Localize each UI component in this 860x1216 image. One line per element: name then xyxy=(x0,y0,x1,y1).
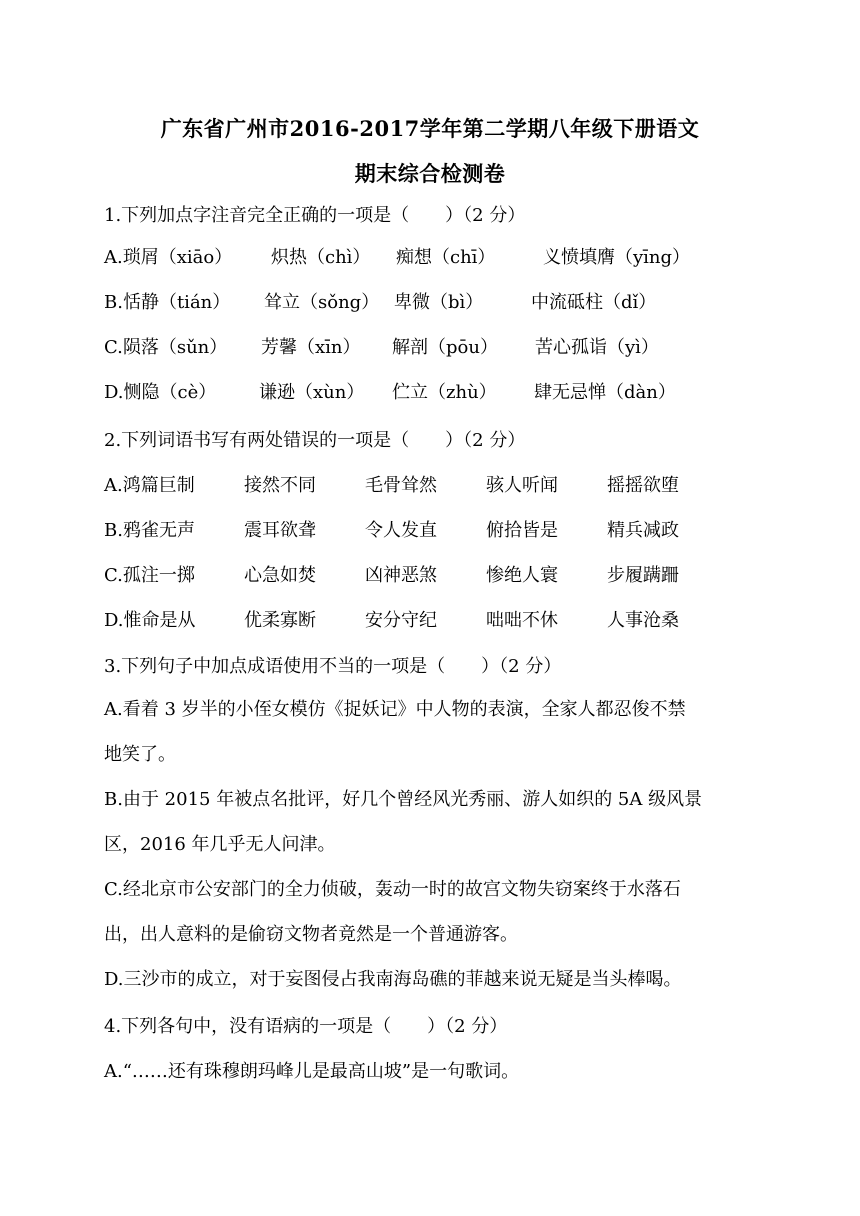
q2-b-2: 震耳欲聋 xyxy=(244,520,316,541)
q1-d-1: D.恻隐（cè） xyxy=(104,382,217,403)
q2-b-5: 精兵减政 xyxy=(607,520,679,541)
q2-c-1: C.孤注一掷 xyxy=(104,565,195,586)
q1-d-2: 谦逊（xùn） xyxy=(259,382,365,403)
q2-a-3: 毛骨耸然 xyxy=(365,475,437,496)
q2-a-2: 接然不同 xyxy=(244,475,316,496)
q2-d-4: 咄咄不休 xyxy=(486,610,558,631)
q1-a-4: 义愤填膺（yīng） xyxy=(543,247,691,268)
q2-b-3: 令人发直 xyxy=(365,520,437,541)
q1-option-c xyxy=(104,336,659,360)
q2-a-1: A.鸿篇巨制 xyxy=(104,475,195,496)
q1-option-a xyxy=(104,246,690,270)
q2-b-4: 俯拾皆是 xyxy=(486,520,558,541)
q3-a-line2: 地笑了。 xyxy=(104,744,176,765)
q1-d-4: 肆无忌惮（dàn） xyxy=(534,382,676,403)
q1-c-3: 解剖（pōu） xyxy=(392,337,498,358)
q3-c-line2: 出，出人意料的是偷窃文物者竟然是一个普通游客。 xyxy=(104,924,518,945)
q3-a-line1: A.看着 3 岁半的小侄女模仿《捉妖记》中人物的表演，全家人都忍俊不禁 xyxy=(104,699,686,720)
q2-stem: 2.下列词语书写有两处错误的一项是（ ）（2 分） xyxy=(104,430,526,451)
q1-a-3: 痴想（chī） xyxy=(396,247,496,268)
q2-option-c xyxy=(104,564,679,588)
q2-d-1: D.惟命是从 xyxy=(104,610,196,631)
q1-stem: 1.下列加点字注音完全正确的一项是（ ）（2 分） xyxy=(104,205,526,226)
q1-c-4: 苦心孤诣（yì） xyxy=(535,337,659,358)
q2-b-1: B.鸦雀无声 xyxy=(104,520,195,541)
q2-c-5: 步履蹒跚 xyxy=(607,565,679,586)
q1-c-2: 芳馨（xīn） xyxy=(261,337,361,358)
q2-d-2: 优柔寡断 xyxy=(244,610,316,631)
q2-a-4: 骇人听闻 xyxy=(486,475,558,496)
q1-b-1: B.恬静（tián） xyxy=(104,292,231,313)
q1-d-3: 伫立（zhù） xyxy=(392,382,497,403)
q2-option-d xyxy=(104,609,679,633)
q1-option-d xyxy=(104,381,676,405)
q4-option-a: A.“……还有珠穆朗玛峰儿是最高山坡”是一句歌词。 xyxy=(104,1061,520,1082)
q2-d-3: 安分守纪 xyxy=(365,610,437,631)
exam-subtitle: 期末综合检测卷 xyxy=(354,161,506,186)
q3-b-line1: B.由于 2015 年被点名批评，好几个曾经风光秀丽、游人如织的 5A 级风景 xyxy=(104,789,703,810)
q2-c-2: 心急如焚 xyxy=(244,565,316,586)
q2-a-5: 摇摇欲堕 xyxy=(607,475,679,496)
q2-c-4: 惨绝人寰 xyxy=(486,565,558,586)
q1-option-b xyxy=(104,291,656,315)
q2-option-b xyxy=(104,519,679,543)
q2-d-5: 人事沧桑 xyxy=(607,610,679,631)
exam-title: 广东省广州市2016-2017学年第二学期八年级下册语文 xyxy=(160,116,700,141)
q1-b-2: 耸立（sǒng） xyxy=(264,292,380,313)
q1-b-4: 中流砥柱（dǐ） xyxy=(531,292,657,313)
q1-a-1: A.琐屑（xiāo） xyxy=(104,247,233,268)
q1-a-2: 炽热（chì） xyxy=(271,247,371,268)
q3-d-line1: D.三沙市的成立，对于妄图侵占我南海岛礁的菲越来说无疑是当头棒喝。 xyxy=(104,969,682,990)
q4-stem: 4.下列各句中，没有语病的一项是（ ）（2 分） xyxy=(104,1016,508,1037)
q2-c-3: 凶神恶煞 xyxy=(365,565,437,586)
q1-b-3: 卑微（bì） xyxy=(394,292,484,313)
q3-c-line1: C.经北京市公安部门的全力侦破，轰动一时的故宫文物失窃案终于水落石 xyxy=(104,879,681,900)
q3-b-line2: 区，2016 年几乎无人问津。 xyxy=(104,834,336,855)
q2-option-a xyxy=(104,474,679,498)
q3-stem: 3.下列句子中加点成语使用不当的一项是（ ）（2 分） xyxy=(104,656,562,677)
q1-c-1: C.陨落（sǔn） xyxy=(104,337,228,358)
